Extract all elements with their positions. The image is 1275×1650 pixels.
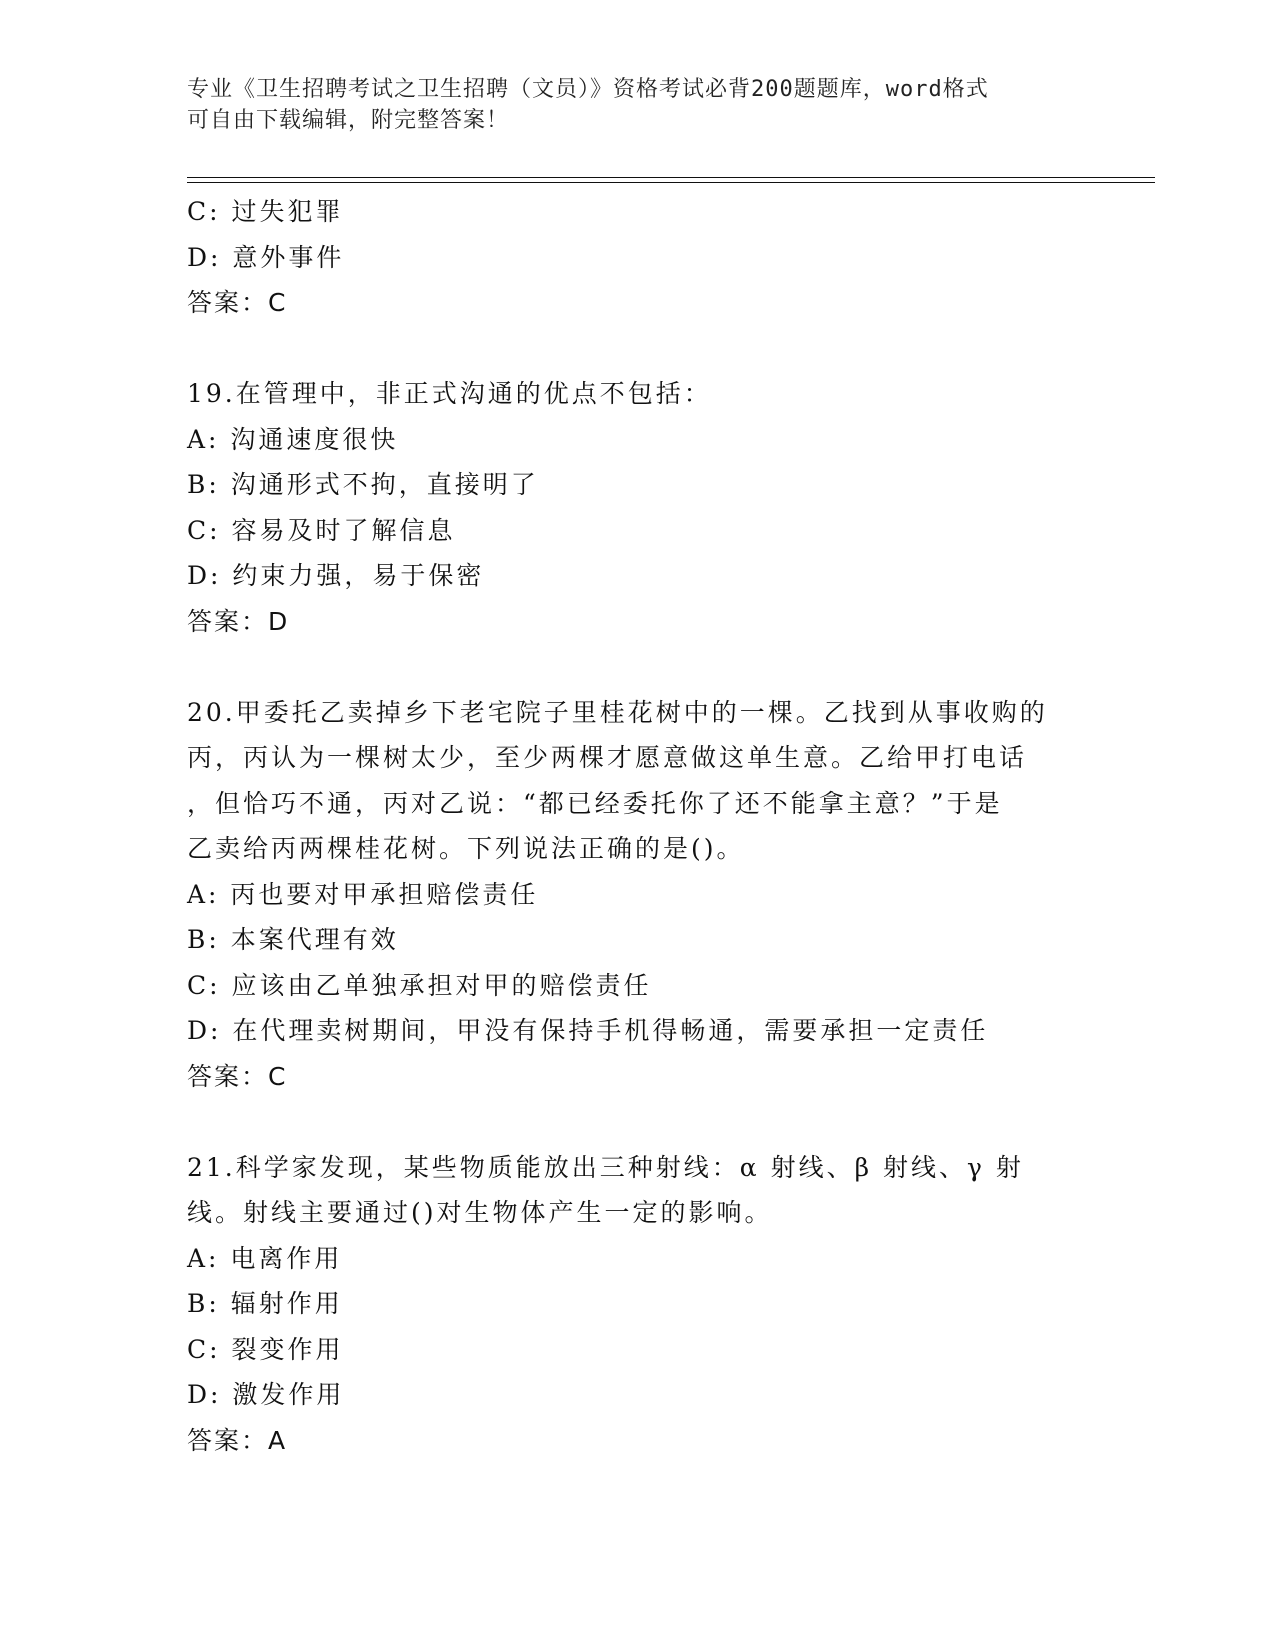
question-gap [187, 1099, 1087, 1145]
option-b: B: 辐射作用 [187, 1289, 343, 1318]
question-19 [187, 371, 1087, 644]
answer-label: 答案：D [187, 606, 290, 636]
question-20 [187, 690, 1087, 1100]
header-title-line-2: 可自由下载编辑，附完整答案！ [187, 108, 510, 133]
option-d: D: 约束力强，易于保密 [187, 561, 485, 590]
option-d: D: 在代理卖树期间，甲没有保持手机得畅通，需要承担一定责任 [187, 1016, 989, 1045]
previous-question-block [187, 189, 1087, 326]
option-b: B: 本案代理有效 [187, 925, 399, 954]
question-gap [187, 326, 1087, 372]
document-header [187, 74, 1067, 136]
question-21 [187, 1145, 1087, 1464]
header-divider-top [187, 177, 1155, 178]
header-title-line-1: 专业《卫生招聘考试之卫生招聘（文员）》资格考试必背200题题库，word格式 [187, 77, 989, 102]
question-stem: 19.在管理中，非正式沟通的优点不包括： [187, 379, 712, 408]
question-stem-line-2: 丙，丙认为一棵树太少，至少两棵才愿意做这单生意。乙给甲打电话 [187, 743, 1028, 772]
option-a: A: 丙也要对甲承担赔偿责任 [187, 879, 539, 909]
question-content [187, 189, 1087, 1463]
header-divider-bottom [187, 182, 1155, 183]
question-gap [187, 644, 1087, 690]
question-stem-line-1: 21.科学家发现，某些物质能放出三种射线：α 射线、β 射线、γ 射 [187, 1152, 1024, 1182]
option-c: C: 过失犯罪 [187, 197, 344, 226]
question-stem-line-3: ，但恰巧不通，丙对乙说：“都已经委托你了还不能拿主意？”于是 [187, 788, 1003, 818]
option-c: C: 容易及时了解信息 [187, 515, 456, 545]
option-a: A: 沟通速度很快 [187, 424, 399, 454]
option-c: C: 裂变作用 [187, 1334, 344, 1364]
answer-label: 答案：C [187, 1061, 288, 1091]
option-b: B: 沟通形式不拘，直接明了 [187, 470, 539, 499]
option-c: C: 应该由乙单独承担对甲的赔偿责任 [187, 970, 652, 1000]
answer-label: 答案：C [187, 288, 288, 317]
answer-label: 答案：A [187, 1425, 288, 1455]
question-stem-line-1: 20.甲委托乙卖掉乡下老宅院子里桂花树中的一棵。乙找到从事收购的 [187, 697, 1048, 727]
question-stem-line-4: 乙卖给丙两棵桂花树。下列说法正确的是()。 [187, 834, 745, 863]
option-a: A: 电离作用 [187, 1243, 343, 1273]
option-d: D: 意外事件 [187, 242, 345, 272]
question-stem-line-2: 线。射线主要通过()对生物体产生一定的影响。 [187, 1198, 773, 1227]
option-d: D: 激发作用 [187, 1380, 345, 1409]
